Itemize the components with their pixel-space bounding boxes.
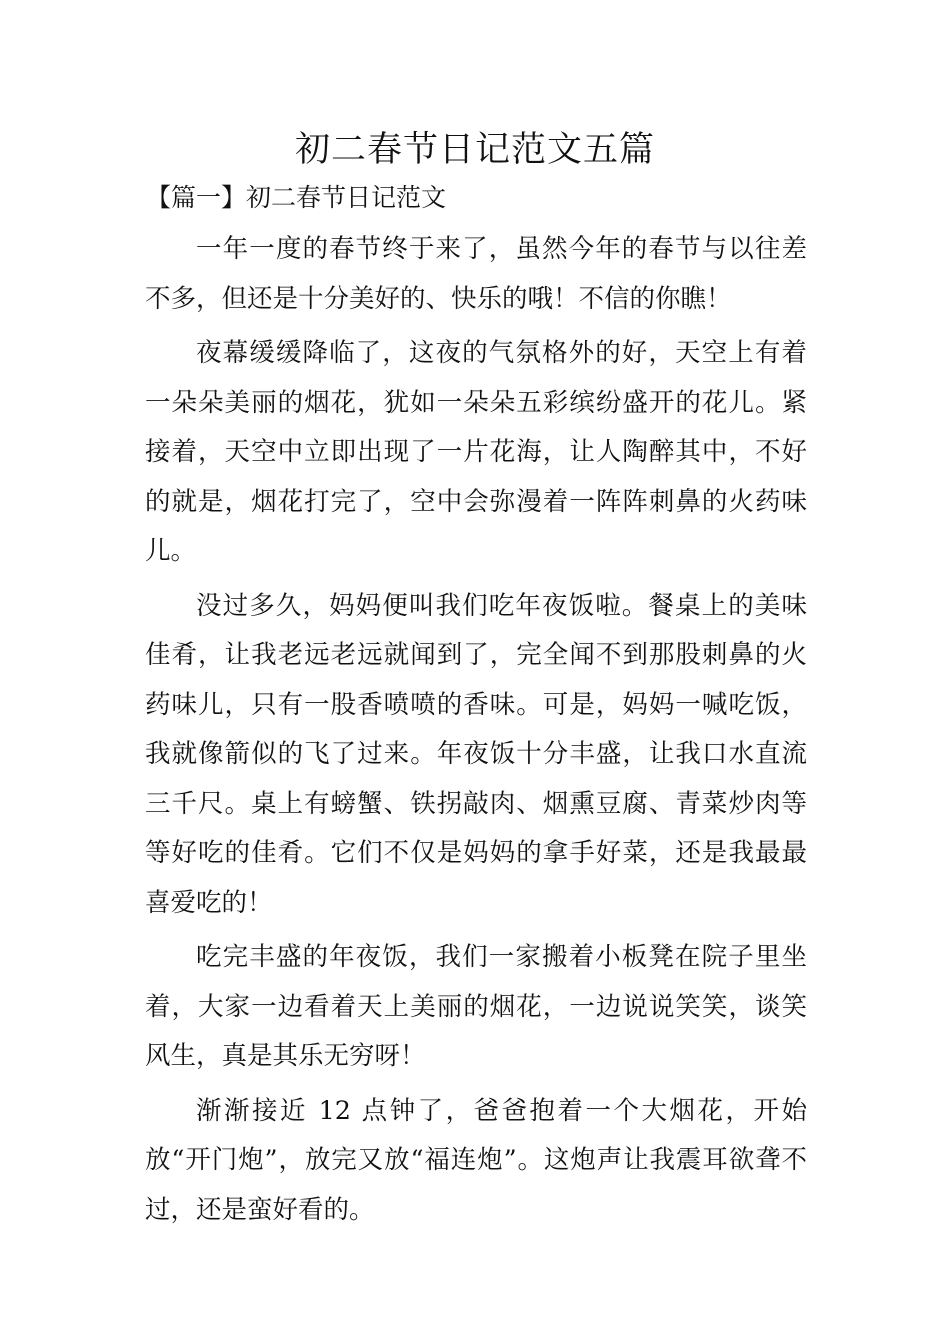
section-heading: 【篇一】初二春节日记范文 xyxy=(146,183,447,212)
paragraph: 渐渐接近 12 点钟了，爸爸抱着一个大烟花，开始放“开门炮”，放完又放“福连炮”。这炮声让我震耳欲聋不过，还是蛮好看的。 xyxy=(145,1095,807,1225)
paragraph: 没过多久，妈妈便叫我们吃年夜饭啦。餐桌上的美味佳肴，让我老远老远就闻到了，完全闻不到那股刺鼻的火药味儿，只有一股香喷喷的香味。可是，妈妈一喊吃饭，我就像箭似的飞了过来。年夜饭十分丰盛，让我口水直流三千尺。桌上有螃蟹、铁拐敲肉、烟熏豆腐、青菜炒肉等等好吃的佳肴。它们不仅是妈妈的拿手好菜，还是我最最喜爱吃的！ xyxy=(145,590,807,918)
document-title: 初二春节日记范文五篇 xyxy=(294,130,655,170)
paragraph: 一年一度的春节终于来了，虽然今年的春节与以往差不多，但还是十分美好的、快乐的哦！不信的你瞧！ xyxy=(145,234,807,314)
document-body xyxy=(145,225,807,1235)
paragraph: 夜幕缓缓降临了，这夜的气氛格外的好，天空上有着一朵朵美丽的烟花，犹如一朵朵五彩缤纷盛开的花儿。紧接着，天空中立即出现了一片花海，让人陶醉其中，不好的就是，烟花打完了，空中会弥漫着一阵阵刺鼻的火药味儿。 xyxy=(145,338,807,566)
paragraph: 吃完丰盛的年夜饭，我们一家搬着小板凳在院子里坐着，大家一边看着天上美丽的烟花，一边说说笑笑，谈笑风生，真是其乐无穷呀！ xyxy=(145,942,807,1071)
